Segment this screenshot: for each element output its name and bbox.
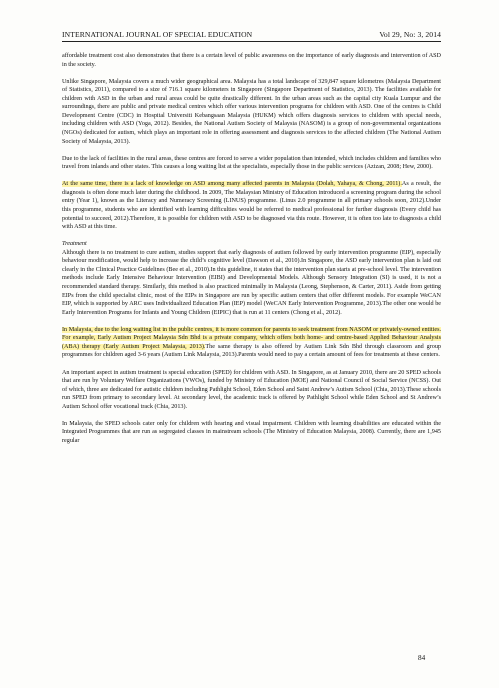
highlighted-text: At the same time, there is a lack of knowledge on ASD among many affected parents in Malaysia (Dolah, Yahaya, & Chong, 2011). [62, 181, 402, 188]
highlighted-text: In Malaysia, due to the long waiting list in the public centres, it is more common for parents to seek treatment from NASOM or privately-owned entities. For example, Early Autism Project Malaysia Sdn Bhd is a private company, which offers both home- and centre-based Applied Behaviour Analysis (ABA) therapy (Early Autism Project Malaysia, 2013). [62, 326, 441, 350]
paragraph-rural-facilities: Due to the lack of facilities in the rural areas, these centres are forced to serve a wider population than intended, which includes children and families who travel from inlands and other states. This causes a long waiting list at the specialists, especially those in the public services (Azizan, 2008; Hew, 2000). [62, 155, 441, 171]
paragraph-malaysia-treatment [62, 326, 441, 360]
issue-info: Vol 29, No: 3, 2014 [379, 30, 441, 39]
section-heading-treatment: Treatment [62, 241, 87, 248]
paragraph-treatment: Although there is no treatment to cure autism, studies support that early diagnosis of autism followed by early intervention programme (EIP), especially behaviour modification, would help to increase the child’s cognitive level (Dawson et al., 2010).In Singapore, the ASD early intervention plan is laid out clearly in the Clinical Practice Guidelines (Bee et al., 2010).In this guideline, it states that the intervention plan starts at pre-school level. The intervention methods include Early Intensive Behaviour Intervention (EIBI) and Developmental Models. Although Sensory Integration (SI) is used, it is not a recommended standard therapy. Similarly, this method is also practiced minimally in Malaysia (Leong, Stephenson, & Carter, 2011). Aside from getting EIPs from the child specialist clinic, most of the EIPs in Singapore are run by specific autism centers that offer different models. For example WeCAN EIP, which is supported by ARC uses Individualized Education Plan (IEP) model (WeCAN Early Intervention Programme, 2013).The other one would be Early Intervention Programs for Infants and Young Children (EIPIC) that is run at 11 centers (Chong et al., 2012). [62, 249, 441, 316]
body-text [62, 52, 441, 454]
paragraph-text: The same therapy is also offered by Autism Link Sdn Bhd through classroom and group programmes for children aged 3-6 years (Autism Link Malaysia, 2013).Parents would need to pay a certain amount of fees for treatments at these centers. [62, 343, 441, 359]
page-number: 84 [418, 654, 426, 662]
paragraph-continuation: affordable treatment cost also demonstrates that there is a certain level of public awareness on the importance of early diagnosis and intervention of ASD in the society. [62, 53, 441, 68]
journal-title: INTERNATIONAL JOURNAL OF SPECIAL EDUCATION [62, 30, 253, 39]
paragraph-text: As a result, the diagnosis is often done much later during the childhood. In 2009, The Malaysian Ministry of Education introduced a screening program during the school entry (Year 1), known as the Literacy and Numeracy Screening (LINUS) programme. (Linus 2.0 programme in all primary schools soon, 2012).Under this programme, students who are identified with learning difficulties would be referred to medical professional for further diagnosis (Every child has potential to succeed, 2012).Therefore, it is possible for children with ASD to be diagnosed via this route. However, it is often too late to diagnosis a child with ASD at this time. [62, 181, 441, 231]
paragraph-parent-knowledge [62, 180, 441, 231]
paragraph-malaysia-sped: In Malaysia, the SPED schools cater only for children with hearing and visual impairment. Children with learning disabilities are educated within the Integrated Programmes that are run as segregated classes in mainstream schools (The Ministry of Education Malaysia, 2008). Currently, there are 1,945 regular [62, 420, 441, 444]
header-rule [62, 41, 441, 42]
paragraph-special-education: An important aspect in autism treatment is special education (SPED) for children with ASD. In Singapore, as at January 2010, there are 20 SPED schools that are run by Voluntary Welfare Organizations (VWOs), funded by Ministry of Education (MOE) and National Council of Social Service (NCSS). Out of which, three are dedicated for autistic children including Pathlight School, Eden School and Saint Andrew’s Autism School (Chia, 2013).These schools run SPED from primary to secondary level. At secondary level, the academic track is offered by Pathlight School while Eden School and St Andrew’s Autism School offer vocational track (Chia, 2013). [62, 369, 441, 410]
paragraph-malaysia-geography: Unlike Singapore, Malaysia covers a much wider geographical area. Malaysia has a total landscape of 329,847 square kilometres (Malaysia Department of Statistics, 2011), compared to a size of 716.1 square kilometers in Singapore (Singapore Department of Statistics, 2013). The facilities available for children with ASD in the urban and rural areas could be quite drastically different. In the urban areas such as the capital city Kuala Lumpur and the surroundings, there are public and private medical centres which offer various intervention programs for children with ASD. One of the centres is Child Development Centre (CDC) in Hospital Universiti Kebangsaan Malaysia (HUKM) which offers diagnosis services to children with special needs, including children with ASD (Yoga, 2012). Besides, the National Autism Society of Malaysia (NASOM) is a group of non-governmental organizations (NGOs) dedicated for autism, which plays an important role in offering assessment and diagnosis services to the affected children (The National Autism Society of Malaysia, 2013). [62, 78, 441, 145]
